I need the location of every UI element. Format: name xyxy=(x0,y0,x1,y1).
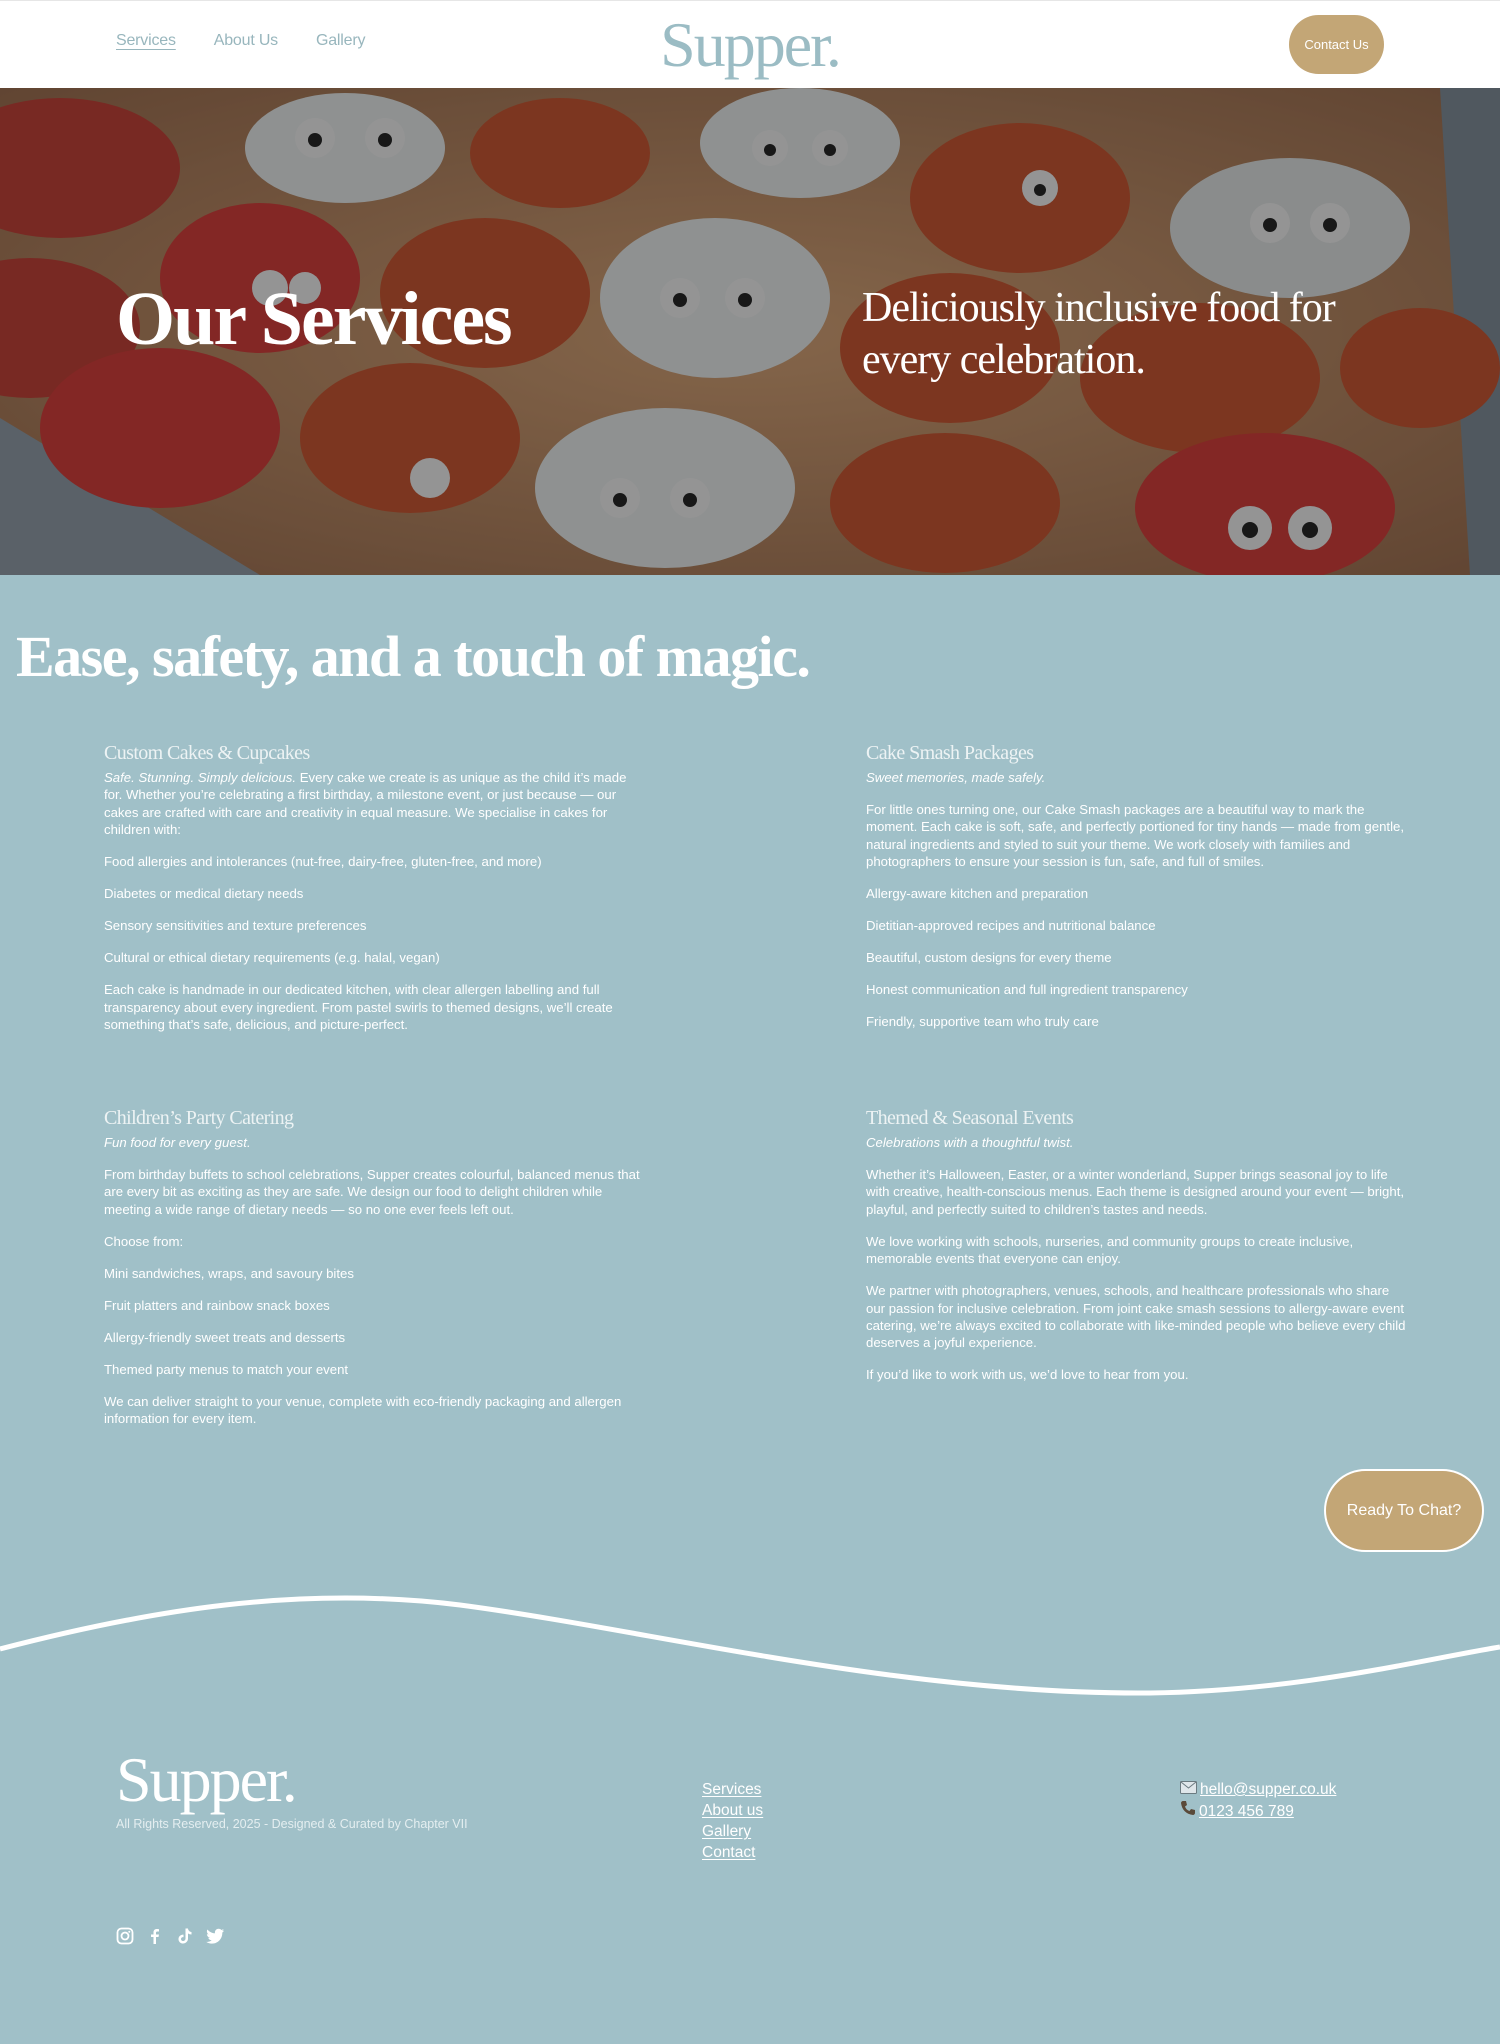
section-heading: Ease, safety, and a touch of magic. xyxy=(16,624,810,689)
service-paragraph: Mini sandwiches, wraps, and savoury bites xyxy=(104,1265,354,1281)
service-intro xyxy=(104,769,644,839)
footer-nav xyxy=(702,1779,763,1863)
footer-logo[interactable]: Supper. xyxy=(116,1744,296,1815)
email-link[interactable] xyxy=(1180,1779,1336,1800)
hero-banner xyxy=(0,88,1500,575)
service-cake-smash xyxy=(866,741,1406,1045)
service-paragraph: From birthday buffets to school celebrations, Supper creates colourful, balanced menus that are every bit as exciting as they are safe. We design our food to delight children while meeting a wide range of dietary needs — so no one ever feels left out. xyxy=(104,1167,640,1217)
service-paragraph: Cultural or ethical dietary requirements (e.g. halal, vegan) xyxy=(104,950,440,966)
service-paragraph: Allergy-friendly sweet treats and desserts xyxy=(104,1329,346,1345)
facebook-icon[interactable] xyxy=(146,1927,164,1945)
twitter-icon[interactable] xyxy=(206,1927,224,1945)
service-paragraph: Fruit platters and rainbow snack boxes xyxy=(104,1297,330,1313)
service-paragraph: Beautiful, custom designs for every theme xyxy=(866,950,1112,966)
service-title: Cake Smash Packages xyxy=(866,742,1034,764)
service-paragraph: We love working with schools, nurseries, and community groups to create inclusive, memorable events that everyone can enjoy. xyxy=(866,1233,1354,1267)
tiktok-icon[interactable] xyxy=(176,1927,194,1945)
service-paragraph: For little ones turning one, our Cake Smash packages are a beautiful way to mark the moment. Each cake is soft, safe, and perfectly portioned for tiny hands — made from gentle, natural ingredients and styled to suit your theme. We work closely with families and photographers to ensure your session is fun, safe, and full of smiles. xyxy=(866,802,1405,870)
service-party-catering xyxy=(104,1106,644,1442)
service-intro-text: Every cake we create is as unique as the child it’s made for. Whether you’re celebrating a first birthday, a milestone event, or just because — our cakes are crafted with care and creativity in equal measure. We specialise in cakes for children with: xyxy=(104,770,627,838)
nav-services[interactable]: Services xyxy=(116,32,176,49)
service-title: Custom Cakes & Cupcakes xyxy=(104,742,310,764)
service-paragraph: If you’d like to work with us, we’d love to hear from you. xyxy=(866,1367,1189,1383)
footer-copyright: All Rights Reserved, 2025 - Designed & Curated by Chapter VII xyxy=(116,1817,468,1831)
service-paragraph: Choose from: xyxy=(104,1233,184,1249)
site-logo[interactable]: Supper. xyxy=(660,9,840,80)
service-title: Themed & Seasonal Events xyxy=(866,1107,1074,1129)
service-paragraph: Whether it’s Halloween, Easter, or a winter wonderland, Supper brings seasonal joy to life with creative, health-conscious menus. Each theme is designed around your event — bright, playful, and perfectly suited to children’s tastes and needs. xyxy=(866,1167,1405,1217)
service-tagline: Sweet memories, made safely. xyxy=(866,770,1046,785)
footer-link-about-us[interactable]: About us xyxy=(702,1802,764,1819)
hero-tagline: Deliciously inclusive food for every celebration. xyxy=(862,285,1335,383)
service-tagline: Safe. Stunning. Simply delicious. xyxy=(104,770,297,785)
site-header xyxy=(0,0,1500,88)
ready-to-chat-button[interactable]: Ready To Chat? xyxy=(1324,1469,1484,1552)
service-paragraph: Sensory sensitivities and texture preferences xyxy=(104,918,367,934)
wave-divider xyxy=(0,1585,1500,1705)
service-tagline: Fun food for every guest. xyxy=(104,1135,251,1150)
nav-gallery[interactable]: Gallery xyxy=(315,32,366,49)
service-paragraph: We partner with photographers, venues, schools, and healthcare professionals who share our passion for inclusive celebration. From joint cake smash sessions to allergy-aware event catering, we’re always excited to collaborate with like-minded people who believe every child deserves a joyful experience. xyxy=(866,1283,1406,1351)
footer-contact xyxy=(1180,1779,1336,1822)
footer-link-services[interactable]: Services xyxy=(702,1781,762,1798)
page-title: Our Services xyxy=(116,277,511,361)
service-paragraph: Each cake is handmade in our dedicated kitchen, with clear allergen labelling and full transparency about every ingredient. From pastel swirls to themed designs, we’ll create something that’s safe, delicious, and picture-perfect. xyxy=(104,982,613,1033)
service-paragraph: We can deliver straight to your venue, complete with eco-friendly packaging and allergen information for every item. xyxy=(104,1393,622,1427)
service-title: Children’s Party Catering xyxy=(104,1107,294,1129)
phone-link[interactable] xyxy=(1180,1800,1336,1822)
service-custom-cakes xyxy=(104,741,644,1048)
nav-about-us[interactable]: About Us xyxy=(213,32,278,49)
email-text: hello@supper.co.uk xyxy=(1200,1781,1337,1798)
contact-us-button[interactable]: Contact Us xyxy=(1289,15,1384,74)
service-paragraph: Food allergies and intolerances (nut-free, dairy-free, gluten-free, and more) xyxy=(104,854,542,870)
service-seasonal-events xyxy=(866,1106,1406,1398)
service-paragraph: Dietitian-approved recipes and nutritional balance xyxy=(866,918,1156,934)
envelope-icon xyxy=(1180,1779,1197,1800)
social-links xyxy=(116,1927,224,1945)
service-paragraph: Friendly, supportive team who truly care xyxy=(866,1014,1099,1030)
phone-text: 0123 456 789 xyxy=(1199,1802,1294,1820)
footer-link-contact[interactable]: Contact xyxy=(702,1844,756,1861)
instagram-icon[interactable] xyxy=(116,1927,134,1945)
phone-icon xyxy=(1180,1800,1196,1822)
footer-link-gallery[interactable]: Gallery xyxy=(702,1823,752,1840)
service-paragraph: Diabetes or medical dietary needs xyxy=(104,886,304,902)
service-tagline: Celebrations with a thoughtful twist. xyxy=(866,1135,1074,1150)
service-paragraph: Allergy-aware kitchen and preparation xyxy=(866,886,1089,902)
service-paragraph: Themed party menus to match your event xyxy=(104,1361,349,1377)
service-paragraph: Honest communication and full ingredient transparency xyxy=(866,982,1188,998)
